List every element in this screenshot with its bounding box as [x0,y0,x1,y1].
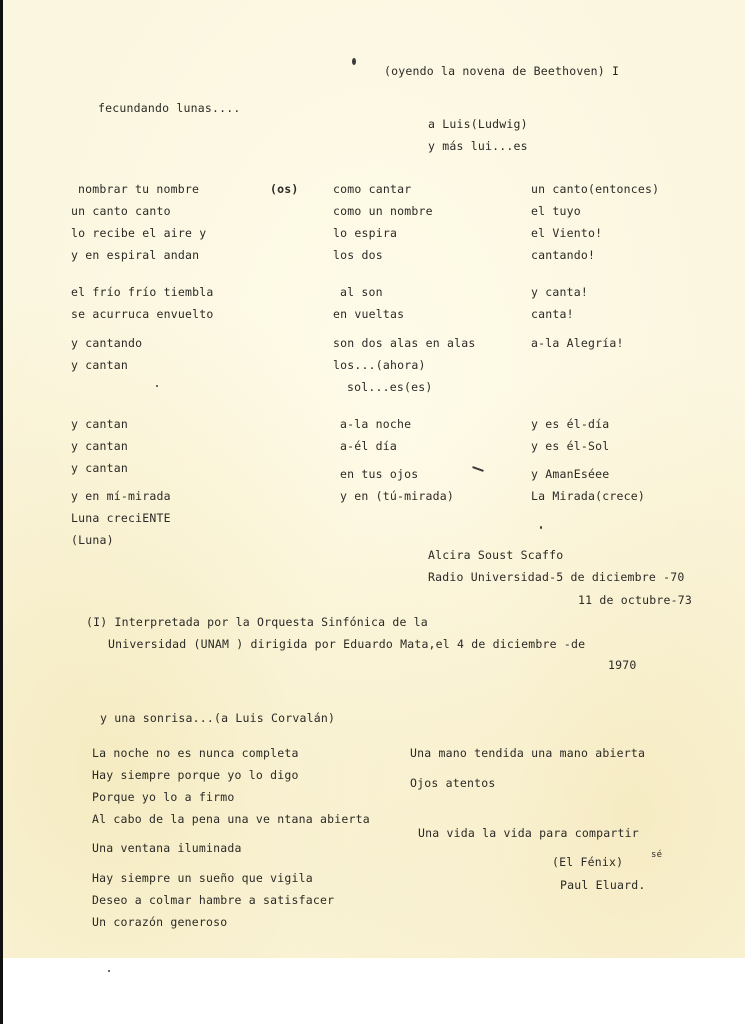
poem-source: (El Fénix) [552,855,624,869]
poem-col3-line: canta! [531,307,574,321]
second-poem-left-line: Porque yo lo a firmo [92,790,235,804]
ink-speck [108,970,110,972]
poem-col1-line: el frío frío tiembla [71,285,214,299]
ink-speck [540,526,542,529]
ink-speck [352,58,356,65]
second-poem-left-line: Deseo a colmar hambre a satisfacer [92,893,335,907]
poem-col1-line: y cantando [71,336,143,350]
footnote-line: (I) Interpretada por la Orquesta Sinfónica de la [86,615,428,629]
second-poem-left-line: La noche no es nunca completa [92,746,299,760]
poem-col3-line: el tuyo [531,204,581,218]
poem-col2-line: los...(ahora) [333,358,426,372]
poem-col3-line: a-la Alegría! [531,336,624,350]
poem-col2-line: como cantar [333,182,412,196]
poet-name: Paul Eluard. [560,878,646,892]
second-poem-left-line: Hay siempre porque yo lo digo [92,768,299,782]
poem-col1-line: y cantan [71,439,128,453]
poem-col1-line: Luna creciENTE [71,511,171,525]
place-date-line: Radio Universidad-5 de diciembre -70 [428,570,685,584]
poem-col1-line: nombrar tu nombre [78,182,200,196]
second-poem-left-line: Al cabo de la pena una ve ntana abierta [92,812,370,826]
ink-smudge [472,466,484,472]
second-poem-left-line: Un corazón generoso [92,915,228,929]
poem-col3-line: cantando! [531,248,596,262]
poem-col1-line: lo recibe el aire y [71,226,207,240]
second-poem-title: y una sonrisa...(a Luis Corvalán) [100,711,336,725]
dedication-line-2: y más lui...es [428,139,528,153]
poem-col3-line: La Mirada(crece) [531,489,645,503]
footnote-line: Universidad (UNAM ) dirigida por Eduardo Mata,el 4 de diciembre -de [108,637,586,651]
second-poem-left-line: Una ventana iluminada [92,841,242,855]
poem-col3-line: y canta! [531,285,588,299]
second-date-line: 11 de octubre-73 [578,593,692,607]
footnote-year: 1970 [608,658,637,672]
second-poem-right-line: Ojos atentos [410,776,496,790]
poem-col1-line: (Luna) [71,533,114,547]
poem-col2-line: y en (tú-mirada) [340,489,454,503]
poem-col2-line: lo espira [333,226,398,240]
poem-col1-line: y en espiral andan [71,248,200,262]
opening-line: fecundando lunas.... [98,101,241,115]
poem-col3-line: y es él-día [531,417,610,431]
poem-col2-line: al son [340,285,383,299]
poem-col1-line: y en mí-mirada [71,489,171,503]
poem-col1-line: se acurruca envuelto [71,307,214,321]
second-poem-right-line: Una vida la vida para compartir [418,826,639,840]
poem-col2-line: son dos alas en alas [333,336,476,350]
second-poem-left-line: Hay siempre un sueño que vigila [92,871,313,885]
poem-col3-line: el Viento! [531,226,603,240]
dedication-line-1: a Luis(Ludwig) [428,117,528,131]
poem-col2-line: como un nombre [333,204,433,218]
superscript-note: sé [651,850,663,860]
os-marker: (os) [270,182,299,196]
poem-col3-line: un canto(entonces) [531,182,660,196]
poem-col3-line: y AmanEséee [531,467,610,481]
poem-col2-line: a-él día [340,439,397,453]
poem-col2-line: a-la noche [340,417,412,431]
author-name: Alcira Soust Scaffo [428,548,564,562]
scan-edge [0,0,3,1024]
poem-col1-line: y cantan [71,461,128,475]
poem-col1-line: y cantan [71,417,128,431]
poem-col2-line: sol...es(es) [347,380,433,394]
poem-col2-line: en vueltas [333,307,405,321]
poem-col1-line: y cantan [71,358,128,372]
poem-col2-line: los dos [333,248,383,262]
ink-speck [156,385,158,387]
poem-col1-line: un canto canto [71,204,171,218]
dedication-title: (oyendo la novena de Beethoven) I [384,64,620,78]
second-poem-right-line: Una mano tendida una mano abierta [410,746,646,760]
poem-col2-line: en tus ojos [340,467,419,481]
poem-col3-line: y es él-Sol [531,439,610,453]
